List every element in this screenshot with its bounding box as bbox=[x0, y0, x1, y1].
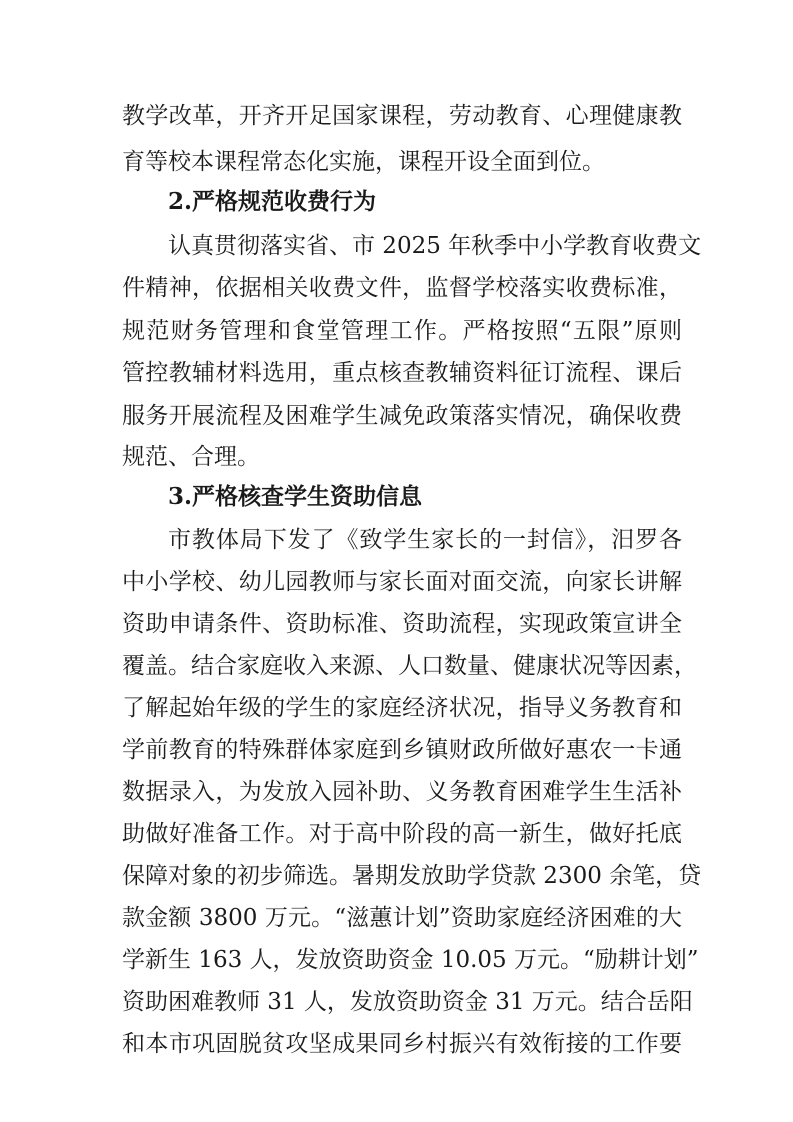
paragraph-line: 育等校本课程常态化实施，课程开设全面到位。 bbox=[122, 149, 605, 175]
paragraph-line: 中小学校、幼儿园教师与家长面对面交流，向家长讲解 bbox=[122, 569, 682, 595]
paragraph-line: 和本市巩固脱贫攻坚成果同乡村振兴有效衔接的工作要 bbox=[122, 1031, 682, 1057]
paragraph-line: 助做好准备工作。对于高中阶段的高一新生，做好托底 bbox=[122, 821, 682, 847]
paragraph-line: 服务开展流程及困难学生减免政策落实情况，确保收费 bbox=[122, 403, 682, 429]
paragraph-line: 学新生 163 人，发放资助资金 10.05 万元。“励耕计划” bbox=[122, 947, 699, 973]
paragraph-line: 件精神，依据相关收费文件，监督学校落实收费标准， bbox=[122, 275, 682, 301]
paragraph-line: 资助申请条件、资助标准、资助流程，实现政策宣讲全 bbox=[122, 611, 682, 637]
paragraph-line: 保障对象的初步筛选。暑期发放助学贷款 2300 余笔，贷 bbox=[122, 863, 702, 889]
section-heading: 3.严格核查学生资助信息 bbox=[168, 483, 423, 510]
paragraph-line: 资助困难教师 31 人，发放资助资金 31 万元。结合岳阳 bbox=[122, 989, 693, 1015]
paragraph-line: 规范、合理。 bbox=[122, 444, 260, 470]
paragraph-line: 款金额 3800 万元。“滋蕙计划”资助家庭经济困难的大 bbox=[122, 905, 682, 931]
paragraph-line: 管控教辅材料选用，重点核查教辅资料征订流程、课后 bbox=[122, 360, 682, 386]
paragraph-line: 了解起始年级的学生的家庭经济状况，指导义务教育和 bbox=[122, 695, 682, 721]
section-heading: 2.严格规范收费行为 bbox=[168, 188, 377, 215]
paragraph-line: 教学改革，开齐开足国家课程，劳动教育、心理健康教 bbox=[122, 103, 682, 129]
paragraph-line: 市教体局下发了《致学生家长的一封信》，汨罗各 bbox=[168, 527, 682, 553]
paragraph-line: 数据录入，为发放入园补助、义务教育困难学生生活补 bbox=[122, 779, 682, 805]
paragraph-line: 覆盖。结合家庭收入来源、人口数量、健康状况等因素， bbox=[122, 653, 697, 679]
paragraph-line: 学前教育的特殊群体家庭到乡镇财政所做好惠农一卡通 bbox=[122, 737, 682, 763]
paragraph-line: 规范财务管理和食堂管理工作。严格按照“五限”原则 bbox=[122, 318, 682, 344]
paragraph-line: 认真贯彻落实省、市 2025 年秋季中小学教育收费文 bbox=[168, 233, 702, 259]
